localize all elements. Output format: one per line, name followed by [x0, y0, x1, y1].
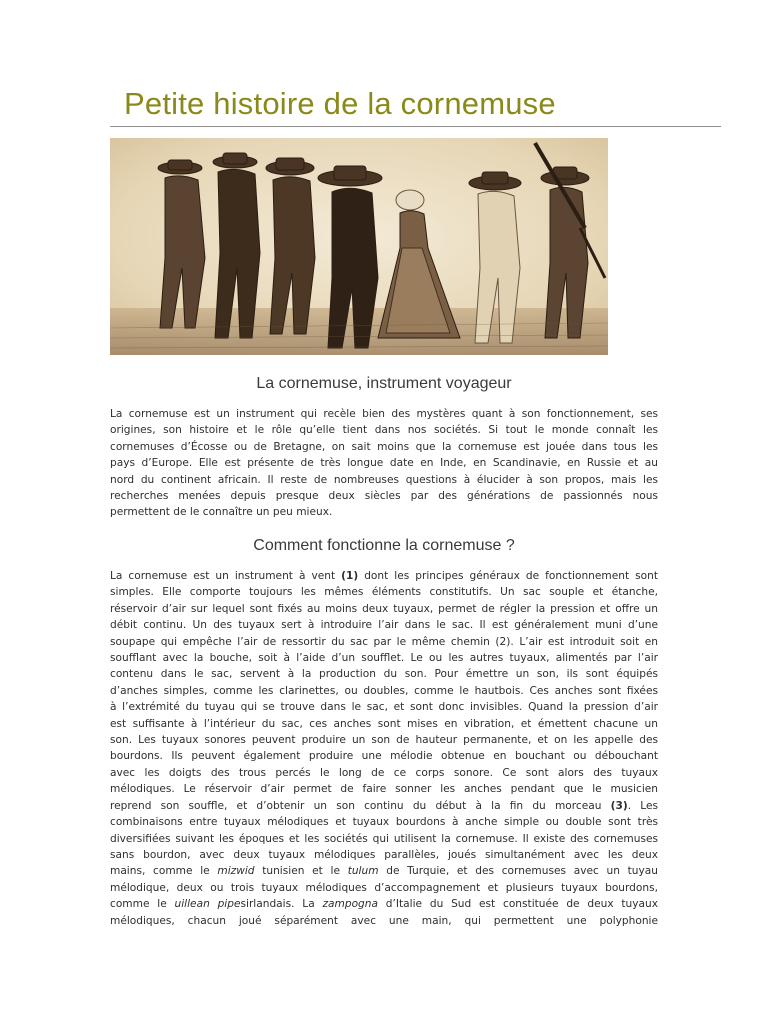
text-line: pays d’Europe. Elle est présente de très longue date en Inde, en Scandinavie, en Russie et au — [110, 457, 658, 470]
text-line — [110, 847, 658, 863]
text-segment: mélodiques, chacun joué séparément avec une main, qui permettent une polyphonie — [110, 914, 658, 927]
text-line — [110, 732, 658, 748]
text-line — [110, 666, 658, 682]
text-segment: sans bourdon, avec deux tuyaux mélodiques parallèles, joués simultanément avec les deux — [110, 848, 658, 861]
text-segment: contenu dans le sac, servent à la production du son. Pour émettre un son, ils sont équipés — [110, 668, 658, 681]
text-line: origines, son histoire et le rôle qu’elle tient dans nos sociétés. Si tout le monde connaît les — [110, 424, 658, 437]
text-line — [110, 683, 658, 699]
text-line — [110, 798, 658, 814]
text-segment: débit continu. Un des tuyaux sert à introduire l’air dans le sac. Il est généralement muni d’une — [110, 619, 658, 632]
text-line — [110, 880, 658, 896]
paragraph-fonctionnement — [110, 568, 658, 929]
instrument-name: tulum — [347, 865, 379, 878]
text-line — [110, 781, 658, 797]
text-line — [110, 650, 658, 666]
text-segment: soufflant avec la bouche, soit à l’aide d’un soufflet. Le ou les autres tuyaux, alimentés par l’air — [110, 652, 658, 665]
text-segment: soupape qui empêche l’air de ressortir du sac par le même chemin (2). L’air est introduit soit en — [110, 635, 658, 648]
text-line: cornemuses d’Écosse ou de Bretagne, on sait moins que la cornemuse est jouée dans tous les — [110, 440, 658, 453]
text-segment: réservoir d’air sur lequel sont fixés au moins deux tuyaux, permet de régler la pression et offre un — [110, 602, 658, 615]
text-segment: d’Italie du Sud est constituée de deux tuyaux — [378, 898, 658, 911]
text-line — [110, 601, 658, 617]
text-segment: comme le — [110, 898, 175, 911]
text-line: recherches menées depuis presque deux siècles par des générations de passionnés nous — [110, 490, 658, 503]
paragraph-voyageur — [110, 406, 658, 521]
text-line — [110, 814, 658, 830]
text-segment: . Les — [627, 799, 658, 812]
text-segment: son. Les tuyaux sonores peuvent produire un son de hauteur permanente, et on les appelle des — [110, 734, 658, 747]
text-line — [110, 584, 658, 600]
text-segment: à l’extrémité du tuyau qui se trouve dans le sac, et sont donc invisibles. Quand la pression d’air — [110, 701, 658, 714]
section-heading-voyageur: La cornemuse, instrument voyageur — [256, 375, 512, 392]
text-line — [110, 896, 658, 912]
text-line — [110, 634, 658, 650]
engraving-dancers-image — [110, 138, 608, 355]
text-segment: de Turquie, et des cornemuses avec un tuyau — [378, 865, 658, 878]
instrument-name: uillean pipe — [174, 898, 241, 911]
text-segment: d’anches simples, comme les clarinettes, ou doubles, comme le hautbois. Ces anches sont fixées — [110, 684, 658, 697]
instrument-name: mizwid — [217, 865, 255, 878]
text-segment: mélodiques. Le réservoir d’air permet de faire sonner les anches pendant que le musicien — [110, 783, 658, 796]
text-line — [110, 748, 658, 764]
text-segment: bourdons. Ils peuvent également produire une mélodie obtenue en bouchant ou débouchant — [110, 750, 658, 763]
footnote-ref: (3) — [610, 799, 628, 812]
page-title: Petite histoire de la cornemuse — [124, 86, 556, 121]
text-segment: mélodique, deux ou trois tuyaux mélodiques d’accompagnement et plusieurs tuyaux bourdons, — [110, 881, 658, 894]
text-line — [110, 863, 658, 879]
section-heading-fonctionnement: Comment fonctionne la cornemuse ? — [253, 537, 515, 554]
text-segment: diversifiées suivant les époques et les sociétés qui utilisent la cornemuse. Il existe des cornemuses — [110, 832, 658, 845]
text-line: nord du continent africain. Il reste de nombreuses questions à élucider à son propos, mais les — [110, 473, 658, 486]
title-divider — [110, 126, 721, 127]
footnote-ref: (1) — [341, 570, 359, 582]
text-line — [110, 913, 658, 929]
text-segment: mains, comme le — [110, 865, 218, 878]
instrument-name: zampogna — [322, 898, 378, 911]
text-line: permettent de le connaître un peu mieux. — [110, 506, 333, 519]
text-line — [110, 831, 658, 847]
text-segment: reprend son souffle, et d’obtenir un son continu du début à la fin du morceau — [110, 799, 611, 812]
text-line: La cornemuse est un instrument qui recèle bien des mystères quant à son fonctionnement, ses — [110, 408, 658, 420]
text-segment: combinaisons entre tuyaux mélodiques et tuyaux bourdons à anche simple ou double sont très — [110, 816, 658, 829]
text-line — [110, 765, 658, 781]
text-segment: dont les principes généraux de fonctionnement sont — [358, 570, 658, 582]
text-line — [110, 617, 658, 633]
text-segment: est suffisante à l’intérieur du sac, ces anches sont mises en vibration, et émettent chacune un — [110, 717, 658, 730]
text-line — [110, 716, 658, 732]
text-segment: sirlandais. La — [240, 898, 323, 911]
text-segment: simples. Elle comporte toujours les mêmes éléments constitutifs. Un sac souple et étanche, — [110, 586, 658, 599]
text-line — [110, 699, 658, 715]
text-segment: tunisien et le — [254, 865, 348, 878]
text-segment: La cornemuse est un instrument à vent — [110, 570, 342, 582]
text-line — [110, 568, 658, 584]
text-segment: avec les doigts des trous percés le long de ce corps sonore. Ce sont alors des tuyaux — [110, 766, 658, 779]
